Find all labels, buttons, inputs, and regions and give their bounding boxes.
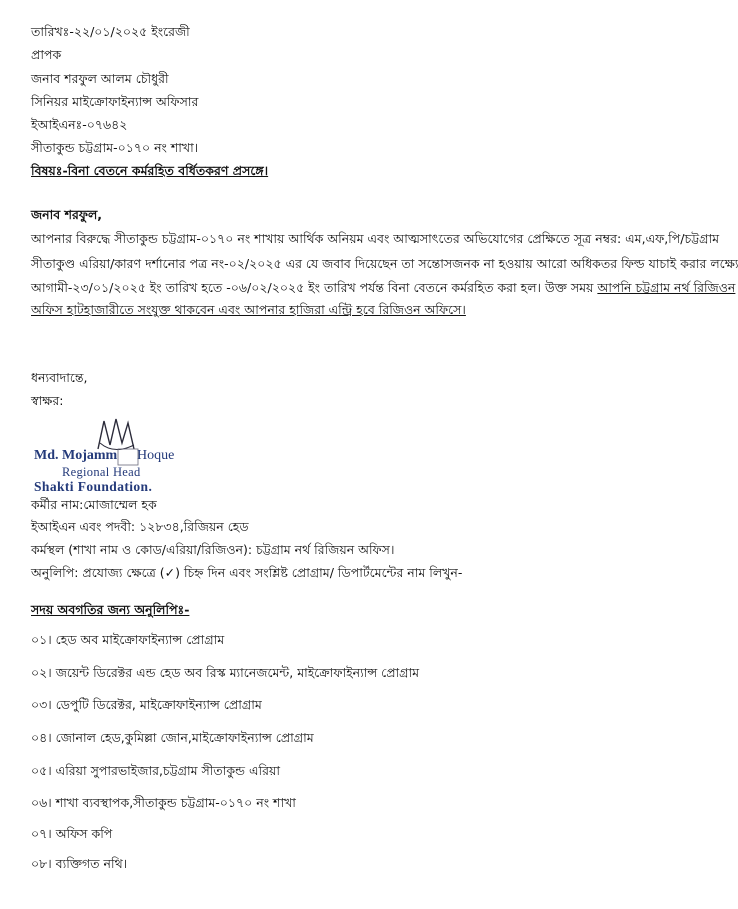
cc-item-1: ০১। হেড অব মাইক্রোফাইন্যান্স প্রোগ্রাম [31,632,225,647]
recipient-ein: ইআইএনঃ-০৭৬৪২ [31,117,128,132]
cc-heading: সদয় অবগতির জন্য অনুলিপিঃ- [31,602,190,617]
signature-label: স্বাক্ষর: [31,393,64,408]
body-line-4: অফিস হাটহাজারীতে সংযুক্ত থাকবেন এবং আপনার হাজিরা এন্ট্রি হবে রিজিওন অফিসে। [31,302,466,317]
body-line-3 [31,280,735,296]
cc-item-6: ০৬। শাখা ব্যবস্থাপক,সীতাকুন্ড চট্টগ্রাম-০১৭০ নং শাখা [31,795,296,810]
recipient-name: জনাব শরফুল আলম চৌধুরী [31,71,169,86]
cc-item-5: ০৫। এরিয়া সুপারভাইজার,চট্টগ্রাম সীতাকুন্ড এরিয়া [31,763,280,778]
body-line-1: আপনার বিরুদ্ধে সীতাকুন্ড চট্টগ্রাম-০১৭০ নং শাখায় আর্থিক অনিয়ম এবং আত্মসাৎতের অভিযোগের প্রেক্ষিতে সূত্র নম্বর: এম,এফ,পি/চট্টগ্রাম [31,231,720,246]
letter-subject: বিষয়ঃ-বিনা বেতনে কর্মরহিত বর্ধিতকরণ প্রসঙ্গে। [31,163,269,178]
body-line-3-text: আগামী-২৩/০১/২০২৫ ইং তারিখ হতে -০৬/০২/২০২৫ ইং তারিখ পর্যন্ত বিনা বেতনে কর্মরহিত করা হল। উক্ত সময় [31,280,598,295]
stamp-org: Shakti Foundation. [34,479,153,494]
cc-item-7: ০৭। অফিস কপি [31,826,113,841]
closing-thanks: ধন্যবাদান্তে, [31,370,88,385]
cc-item-8: ০৮। ব্যক্তিগত নথি। [31,856,128,871]
recipient-label: প্রাপক [31,47,62,62]
body-line-2: সীতাকুণ্ড এরিয়া/কারণ দর্শানোর পত্র নং-০২/২০২৫ এর যে জবাব দিয়েছেন তা সন্তোসজনক না হওয়ায় আরো অধিকতর ফিল্ড যাচাই করার লক্ষ্যে [31,256,738,271]
signer-ein-designation: ইআইএন এবং পদবী: ১২৮৩৪,রিজিয়ন হেড [31,519,249,534]
cc-item-3: ০৩। ডেপুটি ডিরেক্টর, মাইক্রোফাইন্যান্স প্রোগ্রাম [31,697,262,712]
stamp-role: Regional Head [62,465,141,479]
cc-item-2: ০২। জয়েন্ট ডিরেক্টর এন্ড হেড অব রিস্ক ম্যানেজমেন্ট, মাইক্রোফাইন্যান্স প্রোগ্রাম [31,665,420,680]
letter-date: তারিখঃ-২২/০১/২০২৫ ইংরেজী [31,24,190,39]
recipient-designation: সিনিয়র মাইক্রোফাইন্যান্স অফিসার [31,94,199,109]
copy-note: অনুলিপি: প্রযোজ্য ক্ষেত্রে (✓) চিহ্ন দিন এবং সংশ্লিষ্ট প্রোগ্রাম/ ডিপার্টমেন্টের নাম লিখুন- [31,565,463,580]
stamp-name-part2: Hoque [137,448,175,463]
stamp-name-part1: Md. Mojamm [34,448,118,463]
cc-item-4: ০৪। জোনাল হেড,কুমিল্লা জোন,মাইক্রোফাইন্যান্স প্রোগ্রাম [31,730,314,745]
recipient-branch: সীতাকুন্ড চট্টগ্রাম-০১৭০ নং শাখা। [31,140,199,155]
signer-name: কর্মীর নাম:মোজাম্মেল হক [31,497,157,512]
salutation: জনাব শরফুল, [31,207,103,222]
signature-stamp [30,415,210,497]
signer-workplace: কর্মস্থল (শাখা নাম ও কোড/এরিয়া/রিজিওন): চট্টগ্রাম নর্থ রিজিয়ন অফিস। [31,542,395,557]
body-line-3-underlined: আপনি চট্টগ্রাম নর্থ রিজিওন [597,280,736,295]
